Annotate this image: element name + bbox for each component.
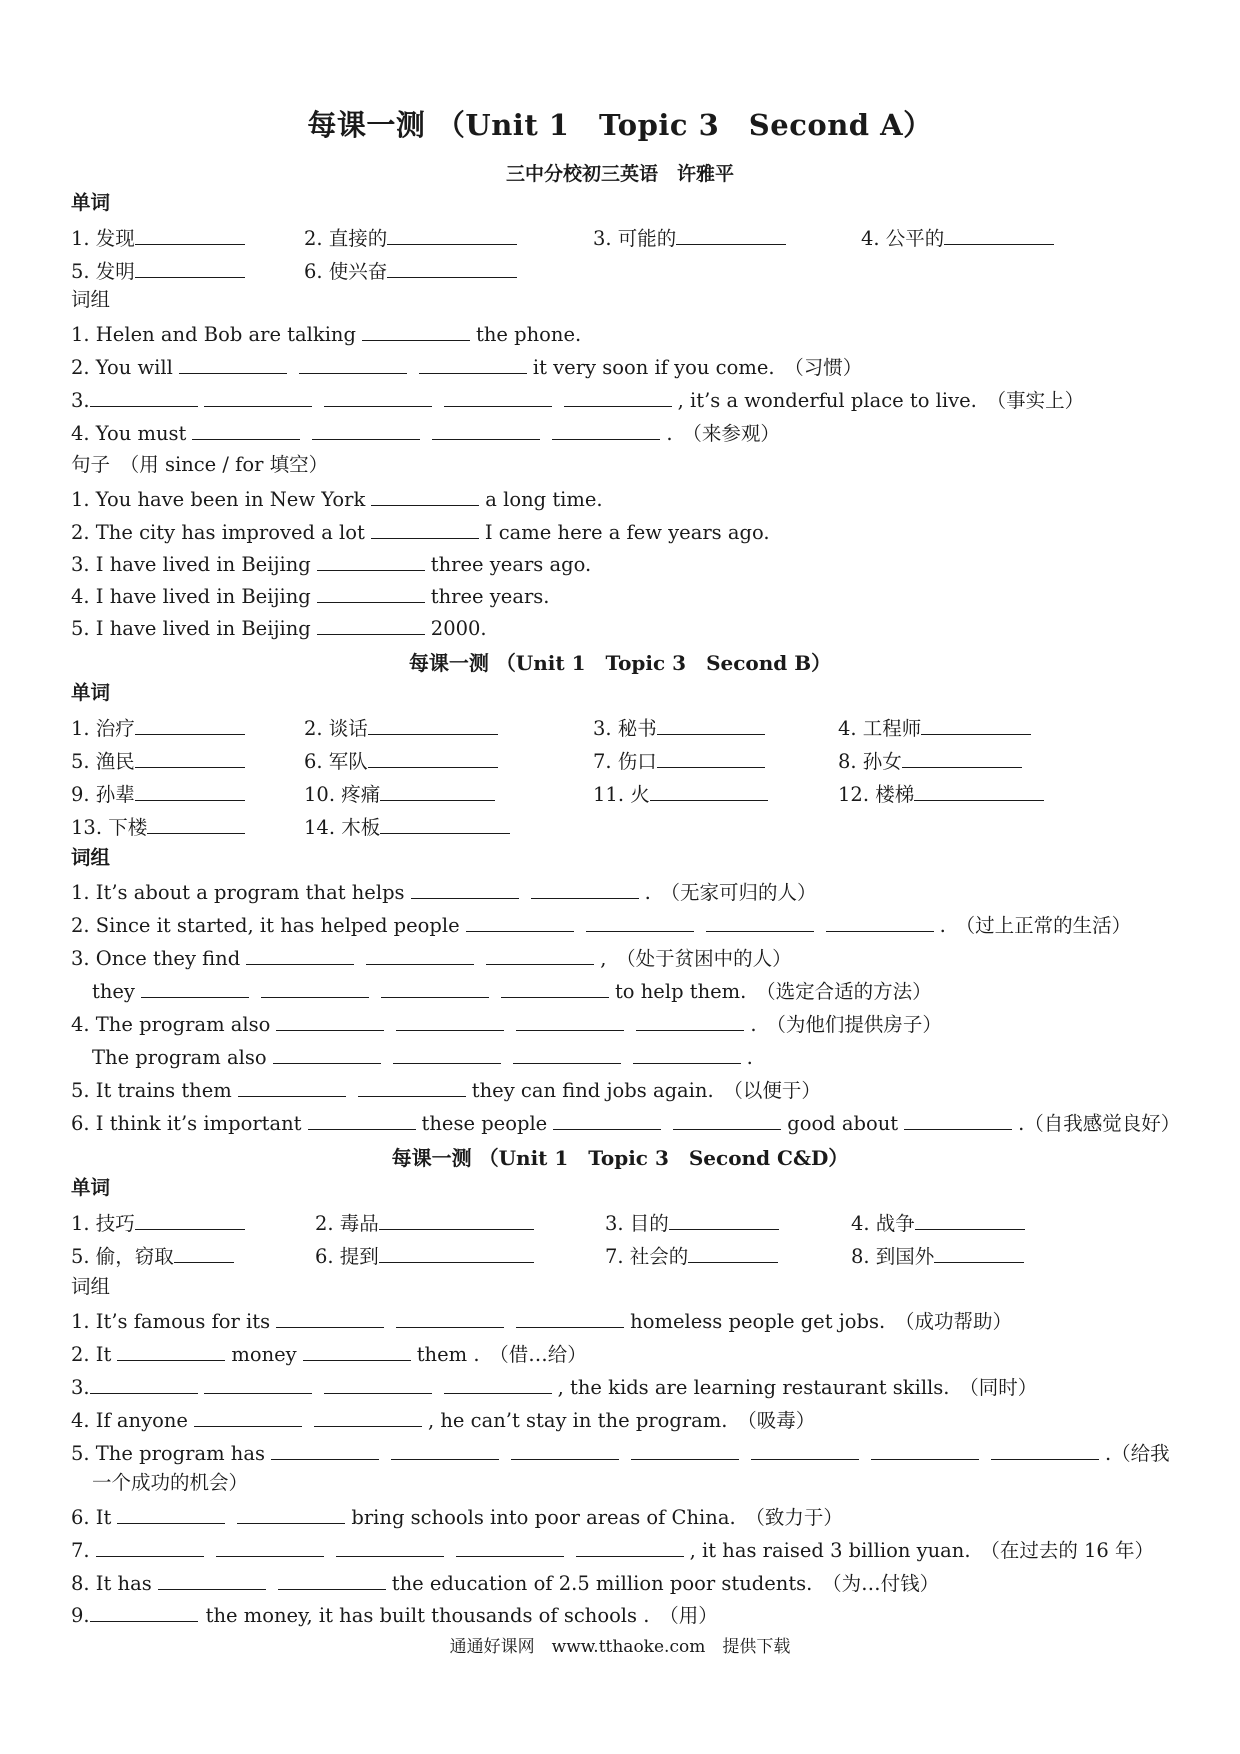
answer-blank[interactable] [486,944,594,965]
answer-blank[interactable] [90,1601,198,1622]
answer-blank[interactable] [904,1109,1012,1130]
answer-blank[interactable] [276,1010,384,1031]
question-text: 1. It’s about a program that helps [71,881,405,904]
answer-blank[interactable] [636,1010,744,1031]
answer-blank[interactable] [317,614,425,635]
section-a-sentence-heading: 句子 （用 since / for 填空） [71,453,329,476]
vocab-item: 2. 直接的 [304,227,388,250]
section-b-vocab-row [71,746,1191,776]
answer-blank[interactable] [396,1010,504,1031]
question-text: . （无家可归的人） [644,881,817,904]
answer-blank[interactable] [991,1439,1099,1460]
question-text: 5. I have lived in Beijing [71,617,311,640]
answer-blank[interactable] [871,1439,979,1460]
question-text: 1. It’s famous for its [71,1310,271,1333]
answer-blank[interactable] [299,353,407,374]
answer-blank[interactable] [444,1373,552,1394]
section-b-phrase-heading: 词组 [71,846,111,869]
question-text: 5. The program has [71,1442,265,1465]
answer-blank[interactable] [501,977,609,998]
answer-blank[interactable] [513,1043,621,1064]
question-text: these people [421,1112,548,1135]
answer-blank[interactable] [366,944,474,965]
answer-blank[interactable] [362,320,470,341]
vocab-item: 3. 秘书 [593,717,657,740]
question-text: . （来参观） [666,422,780,445]
answer-blank[interactable] [246,944,354,965]
question-text: The program also [92,1046,267,1069]
answer-blank[interactable] [921,714,1031,735]
question-text: 4. If anyone [71,1409,188,1432]
answer-blank[interactable] [531,878,639,899]
answer-blank[interactable] [271,1439,379,1460]
question-text: 8. It has [71,1572,152,1595]
answer-blank[interactable] [553,1109,661,1130]
answer-blank[interactable] [303,1340,411,1361]
answer-blank[interactable] [914,780,1044,801]
vocab-item: 5. 发明 [71,260,135,283]
answer-blank[interactable] [633,1043,741,1064]
question-text: , it’s a wonderful place to live. （事实上） [677,389,1085,412]
question-text: three years. [430,585,550,608]
question-text: 4. You must [71,422,187,445]
answer-blank[interactable] [650,780,768,801]
vocab-item: 3. 目的 [605,1212,669,1235]
answer-blank[interactable] [324,1373,432,1394]
answer-blank[interactable] [324,386,432,407]
section-b-phrase-3 [71,944,1200,972]
answer-blank[interactable] [135,714,245,735]
section-b-phrase-4 [71,1010,1200,1038]
answer-blank[interactable] [393,1043,501,1064]
answer-blank[interactable] [158,1569,266,1590]
answer-blank[interactable] [673,1109,781,1130]
answer-blank[interactable] [194,1406,302,1427]
section-a-phrase-4 [71,419,1200,447]
vocab-item: 7. 伤口 [593,750,657,773]
answer-blank[interactable] [387,224,517,245]
question-text: 6. It [71,1506,112,1529]
vocab-item: 3. 可能的 [593,227,677,250]
section-a-sentence-5 [71,614,1200,642]
answer-blank[interactable] [944,224,1054,245]
section-c-phrase-8 [71,1569,1200,1597]
answer-blank[interactable] [317,550,425,571]
answer-blank[interactable] [396,1307,504,1328]
answer-blank[interactable] [135,257,245,278]
section-a-sentence-4 [71,582,1200,610]
question-text: 3. I have lived in Beijing [71,553,311,576]
answer-blank[interactable] [174,1242,234,1263]
question-text: 7. [71,1539,90,1562]
answer-blank[interactable] [411,878,519,899]
vocab-item: 4. 战争 [851,1212,915,1235]
section-b-phrase-4-cont [92,1043,1200,1071]
section-a-sentence-1 [71,485,1200,513]
answer-blank[interactable] [564,386,672,407]
question-text: , the kids are learning restaurant skills. （同时） [557,1376,1038,1399]
question-text: 2000. [430,617,487,640]
answer-blank[interactable] [380,780,495,801]
section-c-phrase-3 [71,1373,1200,1401]
question-text: , （处于贫困中的人） [600,947,792,970]
section-b-phrase-3-cont [92,977,1200,1005]
vocab-item: 10. 疼痛 [304,783,381,806]
section-b-vocab-row [71,779,1191,809]
question-text: 6. I think it’s important [71,1112,302,1135]
question-text: money [231,1343,297,1366]
answer-blank[interactable] [915,1209,1025,1230]
answer-blank[interactable] [90,386,198,407]
vocab-item: 1. 治疗 [71,717,135,740]
answer-blank[interactable] [371,485,479,506]
question-text: , it has raised 3 billion yuan. （在过去的 16 年） [689,1539,1155,1562]
answer-blank[interactable] [751,1439,859,1460]
question-text: the money, it has built thousands of schools . （用） [205,1604,718,1627]
question-text: them . （借…给） [416,1343,587,1366]
vocab-item: 5. 偷，窃取 [71,1245,174,1268]
vocab-item: 13. 下楼 [71,816,148,839]
section-a-phrase-1 [71,320,1200,348]
answer-blank[interactable] [657,714,765,735]
answer-blank[interactable] [179,353,287,374]
answer-blank[interactable] [432,419,540,440]
footer-credit: 通通好课网 www.tthaoke.com 提供下载 [449,1637,791,1657]
answer-blank[interactable] [669,1209,779,1230]
section-a-vocab-heading: 单词 [71,191,111,214]
question-text: 2. Since it started, it has helped people [71,914,460,937]
vocab-item: 2. 毒品 [315,1212,379,1235]
answer-blank[interactable] [368,747,498,768]
answer-blank[interactable] [135,747,245,768]
question-text: .（给我 [1104,1442,1170,1465]
question-text: they [92,980,135,1003]
vocab-item: 8. 孙女 [838,750,902,773]
section-b-vocab-row [71,713,1191,743]
question-text: . （过上正常的生活） [939,914,1132,937]
section-a-vocab-row [71,256,1191,286]
answer-blank[interactable] [379,1209,534,1230]
question-text: 4. I have lived in Beijing [71,585,311,608]
section-b-vocab-heading: 单词 [71,681,111,704]
vocab-item: 2. 谈话 [304,717,368,740]
answer-blank[interactable] [511,1439,619,1460]
answer-blank[interactable] [676,224,786,245]
vocab-item: 6. 提到 [315,1245,379,1268]
section-c-phrase-5-cont: 一个成功的机会） [92,1471,249,1494]
answer-blank[interactable] [387,257,517,278]
question-text: it very soon if you come. （习惯） [532,356,863,379]
vocab-item: 5. 渔民 [71,750,135,773]
answer-blank[interactable] [358,1076,466,1097]
question-text: 2. The city has improved a lot [71,521,365,544]
answer-blank[interactable] [147,813,245,834]
answer-blank[interactable] [141,977,249,998]
answer-blank[interactable] [238,1076,346,1097]
answer-blank[interactable] [631,1439,739,1460]
vocab-item: 9. 孙辈 [71,783,135,806]
answer-blank[interactable] [216,1536,324,1557]
answer-blank[interactable] [135,224,245,245]
answer-blank[interactable] [135,780,245,801]
answer-blank[interactable] [317,582,425,603]
answer-blank[interactable] [368,714,498,735]
question-text: 1. Helen and Bob are talking [71,323,356,346]
question-text: 9. [71,1604,90,1627]
question-text: three years ago. [430,553,592,576]
section-c-phrase-4 [71,1406,1200,1434]
answer-blank[interactable] [380,813,510,834]
question-text: 3. Once they find [71,947,241,970]
answer-blank[interactable] [312,419,420,440]
vocab-item: 14. 木板 [304,816,381,839]
question-text: a long time. [485,488,603,511]
answer-blank[interactable] [381,977,489,998]
section-b-phrase-1 [71,878,1200,906]
vocab-item: 4. 工程师 [838,717,922,740]
section-c-phrase-1 [71,1307,1200,1335]
answer-blank[interactable] [586,911,694,932]
section-b-phrase-6 [71,1109,1200,1137]
question-text: homeless people get jobs. （成功帮助） [630,1310,1012,1333]
question-text: the education of 2.5 million poor students. （为…付钱） [391,1572,940,1595]
section-b-phrase-5 [71,1076,1200,1104]
question-text: 5. It trains them [71,1079,232,1102]
section-a-sentence-3 [71,550,1200,578]
vocab-item: 7. 社会的 [605,1245,689,1268]
answer-blank[interactable] [456,1536,564,1557]
answer-blank[interactable] [516,1307,624,1328]
answer-blank[interactable] [204,1373,312,1394]
vocab-item: 6. 使兴奋 [304,260,388,283]
vocab-item: 12. 楼梯 [838,783,915,806]
question-text: 2. It [71,1343,112,1366]
answer-blank[interactable] [371,518,479,539]
vocab-item: 1. 技巧 [71,1212,135,1235]
section-a-phrase-3 [71,386,1200,414]
section-c-phrase-5 [71,1439,1200,1467]
answer-blank[interactable] [278,1569,386,1590]
question-text: 3. [71,1376,90,1399]
answer-blank[interactable] [314,1406,422,1427]
section-a-phrase-2 [71,353,1200,381]
answer-blank[interactable] [117,1340,225,1361]
question-text: 4. The program also [71,1013,271,1036]
section-a-vocab-row [71,223,1191,253]
answer-blank[interactable] [379,1242,534,1263]
answer-blank[interactable] [902,747,1022,768]
question-text: the phone. [475,323,582,346]
answer-blank[interactable] [204,386,312,407]
answer-blank[interactable] [135,1209,245,1230]
section-c-phrase-9 [71,1601,1200,1629]
vocab-item: 11. 火 [593,783,650,806]
answer-blank[interactable] [826,911,934,932]
author-line: 三中分校初三英语 许雅平 [505,163,734,185]
vocab-item: 4. 公平的 [861,227,945,250]
question-text: to help them. （选定合适的方法） [614,980,932,1003]
vocab-item: 6. 军队 [304,750,368,773]
answer-blank[interactable] [391,1439,499,1460]
question-text: 3. [71,389,90,412]
question-text: I came here a few years ago. [484,521,770,544]
answer-blank[interactable] [192,419,300,440]
question-text: . [746,1046,753,1069]
section-b-vocab-row [71,812,1191,842]
vocab-item: 1. 发现 [71,227,135,250]
answer-blank[interactable] [706,911,814,932]
section-b-phrase-2 [71,911,1200,939]
answer-blank[interactable] [934,1242,1024,1263]
answer-blank[interactable] [466,911,574,932]
answer-blank[interactable] [308,1109,416,1130]
answer-blank[interactable] [516,1010,624,1031]
section-c-phrase-2 [71,1340,1200,1368]
answer-blank[interactable] [336,1536,444,1557]
section-c-title: 每课一测 （Unit 1 Topic 3 Second C&D） [391,1146,849,1170]
answer-blank[interactable] [276,1307,384,1328]
answer-blank[interactable] [261,977,369,998]
question-text: 2. You will [71,356,173,379]
answer-blank[interactable] [419,353,527,374]
answer-blank[interactable] [444,386,552,407]
section-c-phrase-heading: 词组 [71,1275,111,1298]
section-c-vocab-row [71,1208,1191,1238]
question-text: 1. You have been in New York [71,488,366,511]
section-a-sentence-2 [71,518,1200,546]
section-c-phrase-6 [71,1503,1200,1531]
vocab-item: 8. 到国外 [851,1245,935,1268]
answer-blank[interactable] [90,1373,198,1394]
answer-blank[interactable] [273,1043,381,1064]
question-text: .（自我感觉良好） [1018,1112,1181,1135]
question-text: they can find jobs again. （以便于） [471,1079,821,1102]
section-b-title: 每课一测 （Unit 1 Topic 3 Second B） [408,651,832,675]
section-a-phrase-heading: 词组 [71,288,111,311]
answer-blank[interactable] [576,1536,684,1557]
answer-blank[interactable] [96,1536,204,1557]
question-text: . （为他们提供房子） [750,1013,942,1036]
question-text: bring schools into poor areas of China. （致力于） [351,1506,843,1529]
section-c-vocab-row [71,1241,1191,1271]
answer-blank[interactable] [688,1242,778,1263]
section-c-vocab-heading: 单词 [71,1176,111,1199]
section-c-phrase-7 [71,1536,1200,1564]
section-a-title: 每课一测 （Unit 1 Topic 3 Second A） [307,108,933,142]
answer-blank[interactable] [552,419,660,440]
question-text: good about [787,1112,899,1135]
question-text: , he can’t stay in the program. （吸毒） [427,1409,816,1432]
answer-blank[interactable] [237,1503,345,1524]
answer-blank[interactable] [117,1503,225,1524]
answer-blank[interactable] [657,747,765,768]
